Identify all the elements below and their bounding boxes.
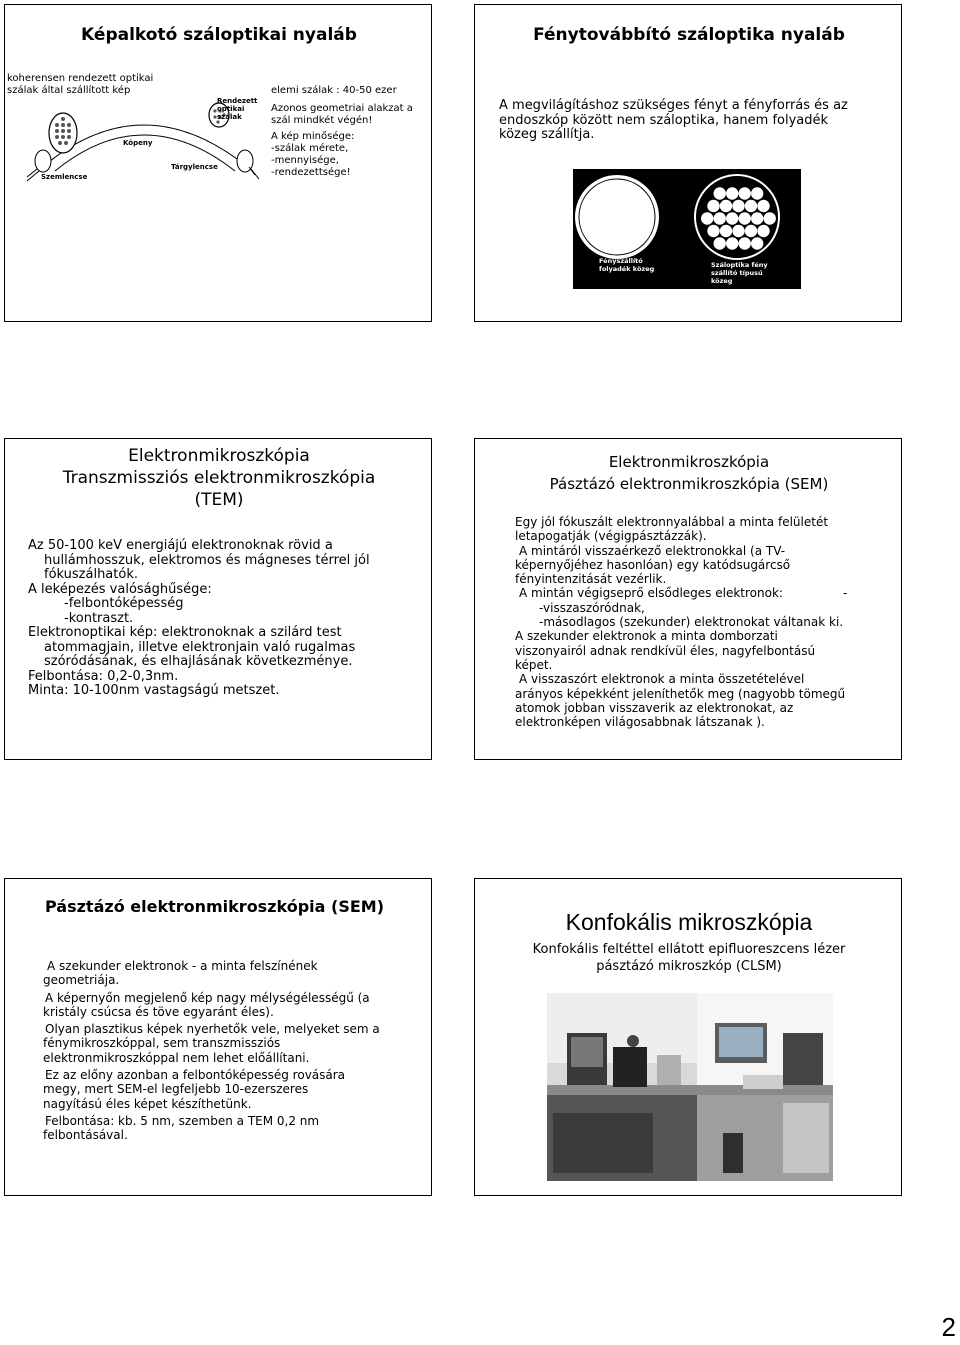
fiber-dot <box>732 200 744 212</box>
fiber-dot <box>764 212 776 224</box>
fiber-dot <box>707 225 719 237</box>
slide-light-guide-bundle <box>474 4 902 322</box>
fiber-dot <box>701 212 713 224</box>
fiber-dot <box>726 212 738 224</box>
slide-fiber-imaging-bundle <box>4 4 432 322</box>
slide-title: Konfokális mikroszkópia <box>565 909 813 935</box>
fiber-dot <box>720 225 732 237</box>
label-liquid-medium: Fényszállító folyadék közeg <box>599 257 655 273</box>
slide-sem <box>474 438 902 760</box>
fiber-dot <box>726 187 738 199</box>
fiber-dot <box>732 225 744 237</box>
fiber-dot <box>714 237 726 249</box>
fiber-dot <box>739 187 751 199</box>
fiber-dot <box>714 187 726 199</box>
label-fiber-medium: Száloptika fény szállító típusú közeg <box>711 261 768 285</box>
fiber-dot <box>751 212 763 224</box>
slide-body: Egy jól fókuszált elektronnyalábbal a minta felületét letapogatják (végigpásztázzák). A mintáról visszaérkező elektronokkal (a TV- képernyőjéhez hasonlóan) egy katódsugárcső fényintenzitását vezérlik. A mintán végigseprő elsődleges elektronok: - -visszaszóródnak, -másodlagos (szekunder) elektronokat váltanak ki. A szekunder elektronok a minta domborzati viszonyairól adnak rendkívül éles, nagyfelbontású képet. A visszaszórt elektronok a minta összetételével arányos képekként jeleníthetők meg (nagyobb tömegű atomok jobban visszaverik az elektronokat, az elektronképen világosabbnak látszanak ). <box>515 515 848 730</box>
fiber-dot <box>739 212 751 224</box>
fiber-dot <box>757 200 769 212</box>
slide-body: Az 50-100 keV energiájú elektronoknak rövid a hullámhosszuk, elektromos és mágneses térrel jól fókuszálhatók. A leképezés valósághűsége: -felbontóképesség -kontraszt. Elektronoptikai kép: elektronoknak a szilárd test atommagjain, illetve elektronjain való rugalmas szóródásának, és elhajlásának következménye. Felbontása: 0,2-0,3nm. Minta: 10-100nm vastagságú metszet. <box>28 538 370 698</box>
label-szemlencse: Szemlencse <box>41 173 88 181</box>
clsm-lab-photo <box>547 993 833 1181</box>
fiber-dot <box>714 212 726 224</box>
fiber-dot <box>707 200 719 212</box>
fiber-dot <box>745 225 757 237</box>
fiber-specs: elemi szálak : 40-50 ezer Azonos geometriai alakzat a szál mindkét végén! A kép minősége: -szálak mérete, -mennyisége, -rendezettsége! <box>271 85 413 178</box>
left-caption: koherensen rendezett optikai szálak által szállított kép <box>7 73 154 96</box>
fiber-dot <box>751 187 763 199</box>
slide-title: Képalkotó száloptikai nyaláb <box>81 25 357 45</box>
fiber-dot <box>751 237 763 249</box>
fiber-dot <box>757 225 769 237</box>
slide-tem <box>4 438 432 760</box>
slide-title: Elektronmikroszkópia Transzmissziós elektronmikroszkópia (TEM) <box>62 446 376 510</box>
fiber-dot <box>726 237 738 249</box>
slide-title: Fénytovábbító száloptika nyaláb <box>533 25 845 45</box>
fiber-dot <box>745 200 757 212</box>
slide-title: Elektronmikroszkópia Pásztázó elektronmikroszkópia (SEM) <box>549 453 829 493</box>
slide-subtitle: Konfokális feltéttel ellátott epifluoreszcens lézer pásztázó mikroszkóp (CLSM) <box>532 942 846 974</box>
fiber-dot <box>739 237 751 249</box>
page-number: 2 <box>941 1312 956 1342</box>
slide-title: Pásztázó elektronmikroszkópia (SEM) <box>45 897 385 916</box>
label-targylencse: Tárgylencse <box>171 163 218 171</box>
slide-confocal <box>474 878 902 1196</box>
slide-body: A megvilágításhoz szükséges fényt a fényforrás és az endoszkóp között nem száloptika, hanem folyadék közeg szállítja. <box>499 98 848 142</box>
slide-sem-properties <box>4 878 432 1196</box>
label-kopeny: Köpeny <box>123 139 153 147</box>
label-rendezett: Rendezett optikai szálak <box>217 97 258 121</box>
fiber-dot <box>720 200 732 212</box>
slide-body: A szekunder elektronok - a minta felszínének geometriája. A képernyőn megjelenő kép nagy mélységélességű (a kristály csúcsa és töve egyaránt éles). Olyan plasztikus képek nyerhetők vele, melyeket sem a fénymikroszkóppal, sem transzmissziós elektronmikroszkóppal nem lehet előállítani. Ez az előny azonban a felbontóképesség rovására megy, mert SEM-el legfeljebb 10-ezerszeres nagyítású éles képet készíthetünk. Felbontása: kb. 5 nm, szemben a TEM 0,2 nm felbontásával. <box>43 959 380 1143</box>
